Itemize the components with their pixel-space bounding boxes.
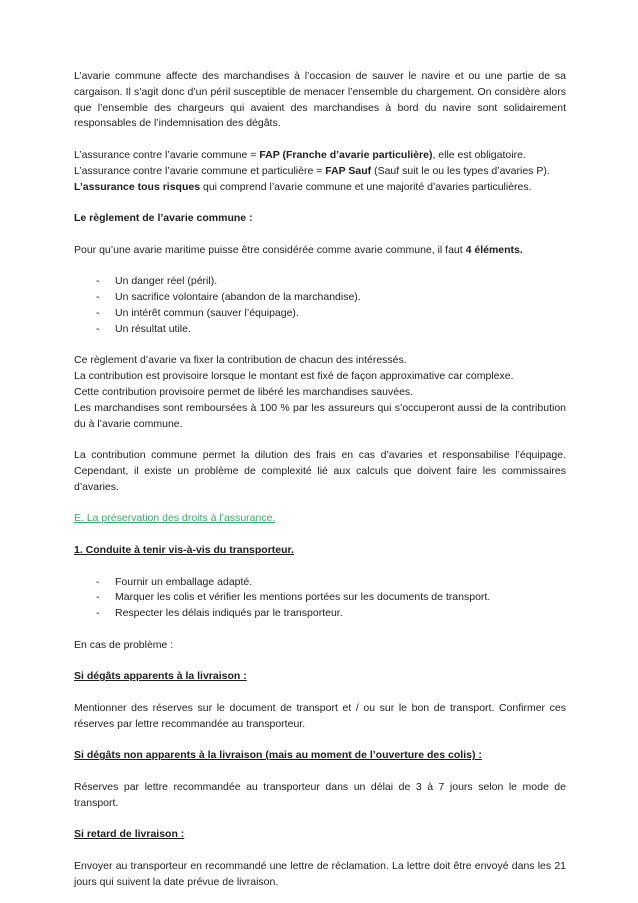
bullet-list-elements bbox=[74, 274, 566, 337]
assurance-line1-pre: L’assurance contre l’avarie commune = bbox=[74, 148, 260, 161]
paragraph-elements-bold: 4 éléments. bbox=[465, 243, 523, 256]
assurance-line3-post: qui comprend l’avarie commune et une majorité d’avaries particulières. bbox=[200, 180, 532, 193]
list-item-text: Un danger réel (péril). bbox=[115, 275, 218, 288]
heading-reglement: Le règlement de l’avarie commune : bbox=[74, 212, 253, 225]
bullet-marker: - bbox=[96, 322, 100, 335]
bullet-marker: - bbox=[96, 275, 100, 288]
list-item-text: Un sacrifice volontaire (abandon de la marchandise). bbox=[115, 291, 361, 304]
assurance-line2-bold: FAP Sauf bbox=[325, 164, 372, 177]
paragraph-retard-livraison: Envoyer au transporteur en recommandé une lettre de réclamation. La lettre doit être envoyé dans les 21 jours qui suivent la date prévue de livraison. bbox=[74, 859, 566, 888]
list-item bbox=[74, 290, 566, 306]
bullet-marker: - bbox=[96, 291, 100, 304]
list-item bbox=[74, 606, 566, 622]
list-item-text: Un intérêt commun (sauver l’équipage). bbox=[115, 306, 299, 319]
paragraph-degats-non-apparents: Réserves par lettre recommandée au transporteur dans un délai de 3 à 7 jours selon le mode de transport. bbox=[74, 780, 566, 809]
bullet-marker: - bbox=[96, 575, 100, 588]
bullet-marker: - bbox=[96, 591, 100, 604]
paragraph-assurance-types bbox=[74, 148, 566, 195]
list-item-text: Marquer les colis et vérifier les mentions portées sur les documents de transport. bbox=[115, 591, 491, 604]
assurance-line1-post: , elle est obligatoire. bbox=[432, 148, 526, 161]
assurance-line3-bold: L’assurance tous risques bbox=[74, 180, 201, 193]
bullet-marker: - bbox=[96, 607, 100, 620]
bullet-list-conduite bbox=[74, 575, 566, 622]
list-item-text: Respecter les délais indiqués par le transporteur. bbox=[115, 607, 343, 620]
list-item-text: Fournir un emballage adapté. bbox=[115, 575, 253, 588]
contribution-line: Ce règlement d’avarie va fixer la contribution de chacun des intéressés. bbox=[74, 354, 407, 367]
bullet-marker: - bbox=[96, 306, 100, 319]
paragraph-intro: L’avarie commune affecte des marchandises à l’occasion de sauver le navire et ou une partie de sa cargaison. Il s’agit donc d’un péril susceptible de menacer l’ensemble du chargement. On considère alors que l’ensemble des chargeurs qui avaient des marchandises à bord du navire sont solidairement responsables de l’indemnisation des dégâts. bbox=[74, 70, 566, 130]
assurance-line1-bold: FAP (Franche d’avarie particulière) bbox=[259, 148, 433, 161]
assurance-line-fap bbox=[74, 148, 566, 164]
paragraph-elements bbox=[74, 243, 566, 259]
contribution-line: Cette contribution provisoire permet de libéré les marchandises sauvées. bbox=[74, 385, 414, 398]
list-item bbox=[74, 306, 566, 322]
list-item bbox=[74, 322, 566, 338]
contribution-line: Les marchandises sont remboursées à 100 % par les assureurs qui s’occuperont aussi de la contribution du à l’avarie commune. bbox=[74, 401, 566, 430]
paragraph-en-cas-de-probleme: En cas de problème : bbox=[74, 638, 174, 651]
paragraph-contribution bbox=[74, 353, 566, 432]
assurance-line2-pre: L’assurance contre l’avarie commune et particulière = bbox=[74, 164, 326, 177]
assurance-line-tous-risques bbox=[74, 180, 566, 196]
assurance-line-fap-sauf bbox=[74, 164, 566, 180]
heading-degats-non-apparents: Si dégâts non apparents à la livraison (mais au moment de l’ouverture des colis) : bbox=[74, 749, 482, 762]
heading-conduite-transporteur: 1. Conduite à tenir vis-à-vis du transporteur. bbox=[74, 543, 294, 556]
list-item bbox=[74, 575, 566, 591]
assurance-line2-post: (Sauf suit le ou les types d’avaries P). bbox=[371, 164, 550, 177]
paragraph-dilution: La contribution commune permet la dilution des frais en cas d’avaries et responsabilise l’équipage. Cependant, il existe un problème de complexité lié aux calculs que doivent faire les commissaires d’avaries. bbox=[74, 449, 566, 493]
list-item bbox=[74, 590, 566, 606]
contribution-line: La contribution est provisoire lorsque le montant est fixé de façon approximative car complexe. bbox=[74, 370, 514, 383]
paragraph-degats-apparents: Mentionner des réserves sur le document de transport et / ou sur le bon de transport. Confirmer ces réserves par lettre recommandée au transporteur. bbox=[74, 701, 566, 730]
heading-degats-apparents: Si dégâts apparents à la livraison : bbox=[74, 670, 247, 683]
paragraph-elements-pre: Pour qu’une avarie maritime puisse être considérée comme avarie commune, il faut bbox=[74, 243, 466, 256]
list-item bbox=[74, 274, 566, 290]
list-item-text: Un résultat utile. bbox=[115, 322, 191, 335]
heading-retard-livraison: Si retard de livraison : bbox=[74, 828, 185, 841]
heading-preservation-droits: E. La préservation des droits à l’assurance. bbox=[74, 512, 276, 525]
